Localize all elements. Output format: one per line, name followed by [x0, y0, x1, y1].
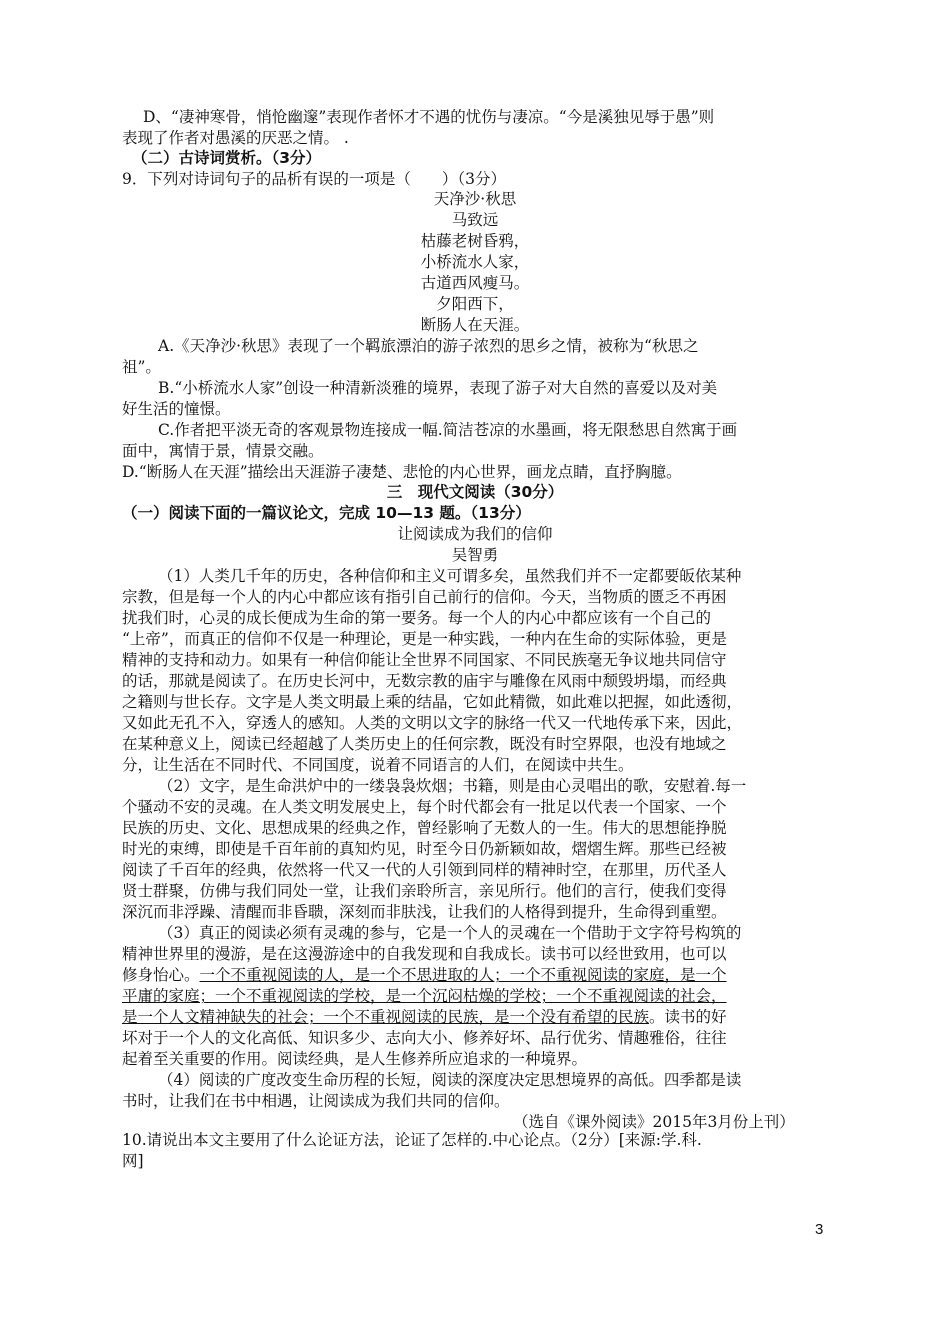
q9-option-a-line2: 祖”。	[122, 358, 161, 376]
underlined-sentence: 一个不重视阅读的人，是一个不思进取的人；一个不重视阅读的家庭，是一个	[199, 966, 727, 984]
article-title: 让阅读成为我们的信仰	[397, 525, 553, 543]
article-p3-line	[122, 965, 727, 985]
poem-line: 古道西风瘦马。	[420, 274, 530, 292]
article-p4-line: 书时，让我们在书中相遇，让阅读成为我们共同的信仰。	[122, 1092, 510, 1110]
poem-title: 天净沙·秋思	[433, 190, 517, 208]
article-p2-line: 深沉而非浮躁、清醒而非昏聩，深刻而非肤浅，让我们的人格得到提升，生命得到重塑。	[122, 903, 727, 921]
article-p1-line: （1）人类几千年的历史，各种信仰和主义可谓多矣，虽然我们并不一定都要皈依某种	[158, 567, 742, 585]
page-number: 3	[815, 1221, 824, 1238]
underlined-sentence: 是一个人文精神缺失的社会；一个不重视阅读的民族，是一个没有希望的民族	[122, 1008, 650, 1026]
q9-option-a-line1: A.《天净沙·秋思》表现了一个羁旅漂泊的游子浓烈的思乡之情，被称为“秋思之	[158, 337, 699, 355]
article-p1-line: “上帝”，而真正的信仰不仅是一种理论，更是一种实践，一种内在生命的实际体验，更是	[122, 630, 727, 648]
q9-option-d: D.“断肠人在天涯”描绘出天涯游子凄楚、悲怆的内心世界，画龙点睛，直抒胸臆。	[122, 463, 682, 481]
article-p2-line: 贤士群聚，仿佛与我们同处一堂，让我们亲聆所言，亲见所行。他们的言行，使我们变得	[122, 882, 727, 900]
poem-line: 小桥流水人家，	[420, 253, 530, 271]
article-p2-line: 阅读了千百年的经典，依然将一代又一代的人引领到同样的精神时空，在那里，历代圣人	[122, 861, 727, 879]
q9-option-b-line1: B.“小桥流水人家”创设一种清新淡雅的境界，表现了游子对大自然的喜爱以及对美	[158, 379, 718, 397]
article-p2-line: （2）文字，是生命洪炉中的一缕袅袅炊烟；书籍，则是由心灵唱出的歌，安慰着.每一	[158, 777, 747, 795]
q8-option-d-line1: D、“凄神寒骨，悄怆幽邃”表现作者怀才不遇的忧伤与凄凉。“今是溪独见辱于愚”则	[143, 108, 715, 126]
article-p3-line: 精神世界里的漫游，是在这漫游途中的自我发现和自我成长。读书可以经世致用，也可以	[122, 945, 727, 963]
article-source: （选自《课外阅读》2015年3月份上刊）	[513, 1113, 795, 1131]
poem-line: 夕阳西下，	[436, 295, 514, 313]
article-p3-line	[122, 1007, 727, 1027]
subsection-title: （一）阅读下面的一篇议论文，完成 10—13 题。（13分）	[122, 504, 531, 522]
section-three-title: 三 现代文阅读（30分）	[386, 483, 564, 501]
article-p1-line: 又如此无孔不入，穿透人的感知。人类的文明以文字的脉络一代又一代地传承下来，因此，	[122, 714, 743, 732]
article-p2-line: 民族的历史、文化、思想成果的经典之作，曾经影响了无数人的一生。伟大的思想能挣脱	[122, 819, 727, 837]
article-p3-line: 坏对于一个人的文化高低、知识多少、志向大小、修养好坏、品行优劣、情趣雅俗，往往	[122, 1029, 727, 1047]
underlined-sentence: 平庸的家庭；一个不重视阅读的学校，是一个沉闷枯燥的学校；一个不重视阅读的社会，	[122, 987, 727, 1005]
q8-option-d-line2: 表现了作者对愚溪的厌恶之情。 .	[122, 129, 349, 147]
section-poem-title: （二）古诗词赏析。（3分）	[132, 149, 322, 167]
article-p1-line: 扰我们时，心灵的成长便成为生命的第一要务。每一个人的内心中都应该有一个自己的	[122, 609, 712, 627]
q10-line2: 网]	[122, 1152, 144, 1170]
article-p1-line: 精神的支持和动力。如果有一种信仰能让全世界不同国家、不同民族毫无争议地共同信守	[122, 651, 727, 669]
q9-stem: 9．下列对诗词句子的品析有误的一项是（ ）（3分）	[122, 170, 506, 188]
article-p1-line: 之籍则与世长存。文字是人类文明最上乘的结晶，它如此精微，如此难以把握，如此透彻，	[122, 693, 743, 711]
article-p2-line: 个骚动不安的灵魂。在人类文明发展史上，每个时代都会有一批足以代表一个国家、一个	[122, 798, 727, 816]
q9-option-c-line1: C.作者把平淡无奇的客观景物连接成一幅.简洁苍凉的水墨画，将无限愁思自然寓于画	[158, 421, 738, 439]
poem-author: 马致远	[451, 211, 499, 229]
q9-option-c-line2: 面中，寓情于景，情景交融。	[122, 442, 324, 460]
article-p3-text: 。读书的好	[649, 1008, 727, 1026]
q9-option-b-line2: 好生活的憧憬。	[122, 400, 231, 418]
article-p1-line: 宗教，但是每一个人的内心中都应该有指引自己前行的信仰。今天，当物质的匮乏不再困	[122, 588, 727, 606]
article-p1-line: 在某种意义上，阅读已经超越了人类历史上的任何宗教，既没有时空界限，也没有地域之	[122, 735, 727, 753]
q10-line1: 10.请说出本文主要用了什么论证方法，论证了怎样的.中心论点。（2分）[来源:学.科.	[122, 1131, 702, 1149]
article-p3-text: 修身怡心。	[122, 966, 200, 984]
poem-line: 枯藤老树昏鸦，	[420, 232, 530, 250]
article-p2-line: 时光的束缚，即使是千百年前的真知灼见，时至今日仍新颖如故，熠熠生辉。那些已经被	[122, 840, 727, 858]
article-p4-line: （4）阅读的广度改变生命历程的长短，阅读的深度决定思想境界的高低。四季都是读	[158, 1071, 742, 1089]
article-p1-line: 分，让生活在不同时代、不同国度，说着不同语言的人们，在阅读中共生。	[122, 756, 634, 774]
article-author: 吴智勇	[451, 546, 499, 564]
article-p1-line: 的话，那就是阅读了。在历史长河中，无数宗教的庙宇与雕像在风雨中颓毁坍塌，而经典	[122, 672, 727, 690]
article-p3-line: （3）真正的阅读必须有灵魂的参与，它是一个人的灵魂在一个借助于文字符号构筑的	[158, 924, 742, 942]
poem-line: 断肠人在天涯。	[420, 316, 530, 334]
article-p3-line: 起着至关重要的作用。阅读经典，是人生修养所应追求的一种境界。	[122, 1050, 588, 1068]
